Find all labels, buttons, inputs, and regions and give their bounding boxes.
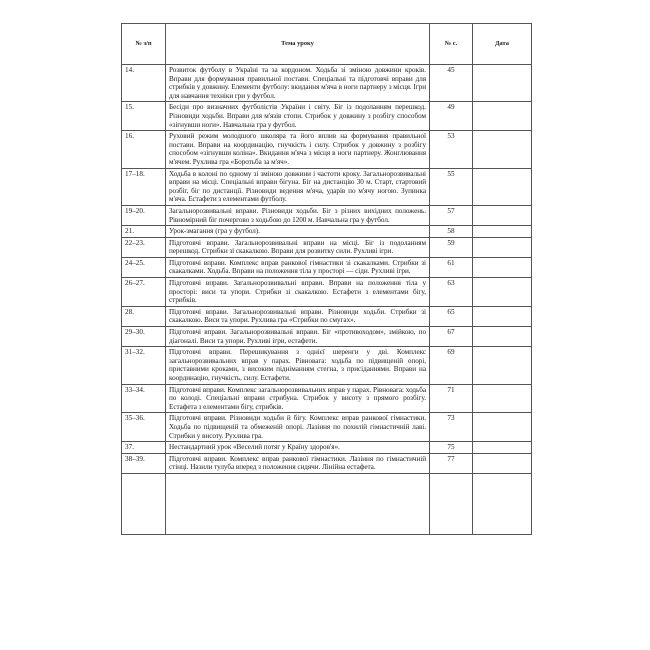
lesson-topic: Розвиток футболу в Україні та за кордоном. Ходьба зі зміною довжини кроків. Вправи для формування правильної постави. Спеціальні та підготовчі вправи для стрибків у довжину. Елементи футболу: вкидання м'яча в ноги партнеру з місця. Ігри для навчання техніки гри у футбол.: [166, 65, 430, 102]
table-row: [122, 442, 532, 454]
table-row: [122, 102, 532, 131]
lesson-number: 29–30.: [122, 327, 166, 347]
lesson-number: 15.: [122, 102, 166, 131]
empty-topic-cell: [166, 473, 430, 534]
lesson-date: [473, 65, 532, 102]
lesson-page: 57: [430, 205, 473, 225]
lesson-date: [473, 102, 532, 131]
lesson-date: [473, 278, 532, 307]
table-row: [122, 278, 532, 307]
lesson-number: 17–18.: [122, 168, 166, 205]
lesson-number: 21.: [122, 226, 166, 238]
lesson-topic: Підготовчі вправи. Загальнорозвивальні вправи. Вправи на положення тіла у просторі: виси та упори. Стрибки зі скакалкою. Естафети з елементами бігу, стрибків.: [166, 278, 430, 307]
lesson-topic: Руховий режим молодшого школяра та його вплив на формування правильної постави. Вправи на координацію, гнучкість і силу. Стрибок у довжину з розбігу способом «зігнувши коліна». Вкидання м'яча з місця в ноги партнеру. Жонглювання м'ячем. Рухлива гра «Боротьба за м'яч».: [166, 131, 430, 168]
lesson-page: 49: [430, 102, 473, 131]
lesson-number: 33–34.: [122, 384, 166, 413]
lesson-date: [473, 168, 532, 205]
lesson-topic: Бесіди про визначних футболістів України і світу. Біг із подоланням перешкод. Різновиди ходьби. Вправи для м'язів стопи. Стрибок у довжину з розбігу способом «зігнувши ноги». Навчальна гра у футбол.: [166, 102, 430, 131]
lesson-page: 71: [430, 384, 473, 413]
table-header-row: [122, 24, 532, 65]
document-page: [121, 23, 531, 623]
lesson-page: 69: [430, 347, 473, 384]
table-row: [122, 226, 532, 238]
lesson-page: 65: [430, 306, 473, 326]
lesson-page: 45: [430, 65, 473, 102]
lesson-page: 75: [430, 442, 473, 454]
header-number: № з/п: [122, 24, 166, 65]
table-row: [122, 384, 532, 413]
table-row: [122, 131, 532, 168]
lesson-number: 26–27.: [122, 278, 166, 307]
lesson-page: 77: [430, 453, 473, 473]
table-row-empty: [122, 473, 532, 534]
lesson-page: 58: [430, 226, 473, 238]
lesson-page: 67: [430, 327, 473, 347]
lesson-topic: Нестандартний урок «Веселий потяг у Країну здоров'я».: [166, 442, 430, 454]
lesson-topic: Урок-змагання (гра у футбол).: [166, 226, 430, 238]
lesson-page: 73: [430, 413, 473, 442]
table-row: [122, 413, 532, 442]
lesson-topic: Підготовчі вправи. Загальнорозвивальні вправи. Біг «противоходом», змійкою, по діагоналі. Виси та упори. Рухливі ігри, естафети.: [166, 327, 430, 347]
lesson-date: [473, 384, 532, 413]
lesson-topic: Підготовчі вправи. Комплекс вправ ранкової гімнастики. Лазіння по гімнастичній стінці. Назили тулуба вперед з положення сидячи. Лінійна естафета.: [166, 453, 430, 473]
table-row: [122, 453, 532, 473]
lesson-date: [473, 131, 532, 168]
header-date: Дата: [473, 24, 532, 65]
lesson-topic: Загальнорозвивальні вправи. Різновиди ходьби. Біг з різних вихідних положень. Рівномірний біг почергово з ходьбою до 1200 м. Навчальна гра у футбол.: [166, 205, 430, 225]
empty-number-cell: [122, 473, 166, 534]
header-page: № с.: [430, 24, 473, 65]
empty-page-cell: [430, 473, 473, 534]
lesson-topic: Підготовчі вправи. Загальнорозвивальні вправи. Різновиди ходьби. Стрибки зі скакалкою. Виси та упори. Рухлива гра «Стрибки по смугах».: [166, 306, 430, 326]
lesson-topic: Підготовчі вправи. Перешикування з однієї шеренги у дві. Комплекс загальнорозвивальних вправ у парах. Рівновага: ходьба по підвищеній опорі, приставними кроками, з високим підніманням стегна, з присіданнями. Вправи на координацію, гнучкість, силу. Естафети.: [166, 347, 430, 384]
lesson-page: 61: [430, 257, 473, 277]
lesson-page: 63: [430, 278, 473, 307]
lesson-date: [473, 413, 532, 442]
lesson-topic: Підготовчі вправи. Різновиди ходьби й бігу. Комплекс вправ ранкової гімнастики. Ходьба по підвищеній та обмеженій опорі. Лазіння по похилій гімнастичній лаві. Стрибки у висоту. Рухлива гра.: [166, 413, 430, 442]
lesson-plan-table: [121, 23, 532, 535]
lesson-topic: Підготовчі вправи. Комплекс загальнорозвивальних вправ у парах. Рівновага: ходьба по колоді. Спеціальні вправи стрибуна. Стрибок у висоту з прямого розбігу. Естафета з елементами бігу, стрибків.: [166, 384, 430, 413]
lesson-topic: Підготовчі вправи. Загальнорозвивальні вправи на місці. Біг із подоланням перешкод. Стрибки зі скакалкою. Вправи для розвитку сили. Рухливі ігри.: [166, 237, 430, 257]
lesson-date: [473, 226, 532, 238]
lesson-page: 59: [430, 237, 473, 257]
lesson-number: 16.: [122, 131, 166, 168]
lesson-page: 55: [430, 168, 473, 205]
header-topic: Тема уроку: [166, 24, 430, 65]
lesson-topic: Ходьба в колоні по одному зі зміною довжини і частоти кроку. Загальнорозвивальні вправи на місці. Спеціальні вправи бігуна. Біг на дистанцію 30 м. Старт, стартовий розбіг, біг по дистанції. Різновиди ведення м'яча, ударів по м'ячу ногою. Зупинка м'яча. Естафети з елементами футболу.: [166, 168, 430, 205]
table-row: [122, 306, 532, 326]
lesson-date: [473, 205, 532, 225]
table-row: [122, 205, 532, 225]
table-row: [122, 257, 532, 277]
lesson-number: 14.: [122, 65, 166, 102]
lesson-number: 22–23.: [122, 237, 166, 257]
lesson-number: 35–36.: [122, 413, 166, 442]
lesson-number: 19–20.: [122, 205, 166, 225]
lesson-number: 38–39.: [122, 453, 166, 473]
table-row: [122, 237, 532, 257]
lesson-number: 37.: [122, 442, 166, 454]
lesson-date: [473, 347, 532, 384]
table-row: [122, 347, 532, 384]
lesson-topic: Підготовчі вправи. Комплекс вправ ранкової гімнастики зі скакалками. Стрибки зі скакалками. Ходьба. Вправи на положення тіла у просторі — сіди. Рухливі ігри.: [166, 257, 430, 277]
lesson-date: [473, 453, 532, 473]
lesson-page: 53: [430, 131, 473, 168]
table-row: [122, 168, 532, 205]
lesson-date: [473, 306, 532, 326]
lesson-date: [473, 327, 532, 347]
lesson-date: [473, 257, 532, 277]
lesson-number: 24–25.: [122, 257, 166, 277]
empty-date-cell: [473, 473, 532, 534]
lesson-date: [473, 237, 532, 257]
table-row: [122, 65, 532, 102]
table-row: [122, 327, 532, 347]
lesson-number: 28.: [122, 306, 166, 326]
lesson-date: [473, 442, 532, 454]
lesson-number: 31–32.: [122, 347, 166, 384]
